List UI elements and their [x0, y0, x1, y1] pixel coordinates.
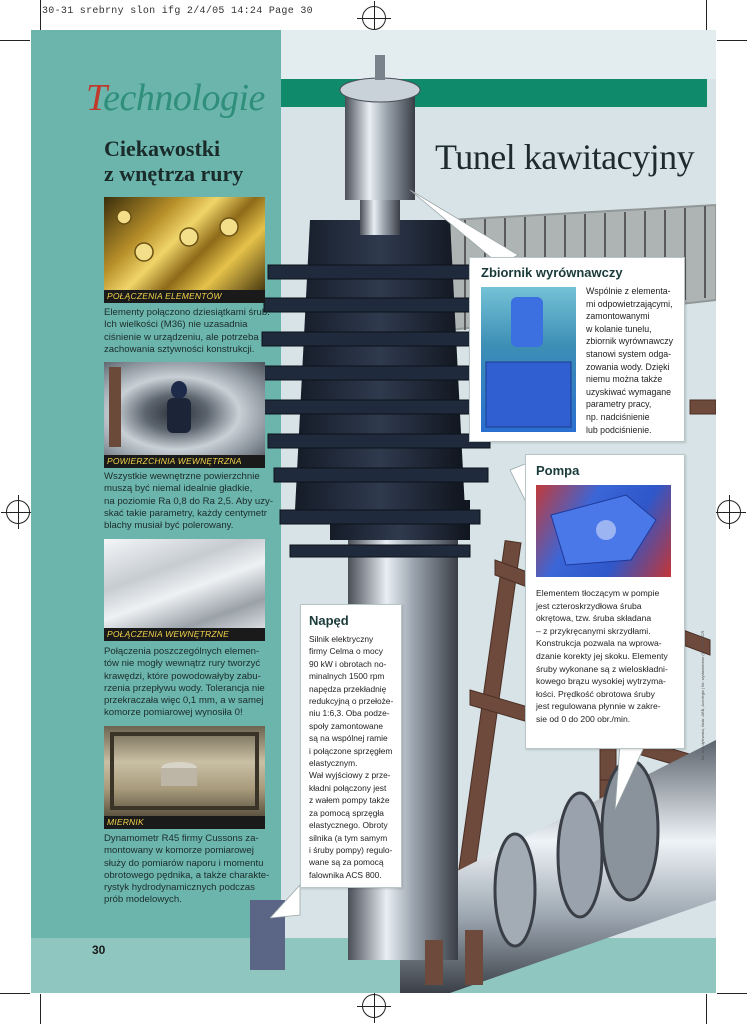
callout-line: mi odpowietrzającymi,: [586, 298, 673, 309]
callout-line: sie od 0 do 200 obr./min.: [536, 713, 631, 724]
callout-line: zowania wody. Dzięki: [586, 361, 670, 372]
caption-text: [104, 471, 274, 532]
callout-line: śruby wykonane są z wieloskładni-: [536, 663, 668, 674]
registration-mark: [717, 500, 741, 524]
callout-line: lub podciśnienie.: [586, 424, 652, 435]
caption-line: komorze pomiarowej wynosiła 0!: [104, 707, 243, 719]
caption-line: Połączenia poszczególnych elemen-: [104, 646, 260, 657]
callout-line: Elementem tłoczącym w pompie: [536, 588, 660, 598]
inner-surface-photo: [104, 362, 265, 455]
caption-line: na poziomie Ra 0,8 do Ra 2,5. Aby uzy-: [104, 495, 274, 507]
callout-line: napędza przekładnię: [309, 683, 387, 694]
pump-render-detail: [536, 485, 671, 577]
callout-title: Zbiornik wyrównawczy: [481, 265, 623, 280]
caption-line: tów nie mogły wewnątrz rury tworzyć: [104, 658, 261, 670]
caption-line: obrotowego pędnika, a także charakte-: [104, 869, 270, 881]
caption-line: muszą być niemal idealnie gładkie,: [104, 483, 253, 495]
caption-line: służy do pomiarów naporu i momentu: [104, 857, 264, 869]
caption-line: Dynamometr R45 firmy Cussons za-: [104, 833, 259, 844]
bolts-photo: [104, 197, 265, 290]
callout-text: [536, 587, 681, 726]
callout-line: – z przykręcanymi skrzydłami.: [536, 625, 651, 636]
worker-silhouette: [104, 362, 265, 455]
callout-line: z wałem pompy także: [309, 795, 390, 806]
crop-mark: [706, 994, 707, 1024]
callout-line: elastycznym.: [309, 758, 358, 769]
page-number: 30: [92, 943, 106, 957]
caption-line: rystyk hydrodynamicznych podczas: [104, 882, 255, 894]
callout-line: jest regulowana płynnie w zakre-: [536, 701, 661, 712]
registration-mark: [362, 6, 386, 30]
section-title-initial: T: [86, 77, 104, 119]
sidebar-heading: [104, 136, 243, 186]
callout-line: Wspólnie z elementa-: [586, 286, 671, 296]
callout-line: zbiornik wyrównawczy: [586, 336, 674, 347]
expansion-tank-render-detail: [481, 287, 576, 432]
crop-mark: [717, 993, 747, 994]
photo-credit: for. m.a.dylewska, ilustr. ABB, Acrolegis | fot. wydawnictwo (6), tytuł: ACR: [700, 630, 705, 760]
inner-joints-photo: [104, 539, 265, 628]
caption-line: Elementy połączono dziesiątkami śrub.: [104, 307, 270, 318]
callout-line: i śruby pompy) regulo-: [309, 844, 393, 855]
callout-text: [309, 633, 404, 881]
callout-line: dzanie korekty jej skoku. Elementy: [536, 650, 668, 661]
crop-mark: [0, 40, 30, 41]
crop-mark: [0, 993, 30, 994]
callout-line: wane są za pomocą: [309, 857, 384, 868]
callout-line: kładni połączony jest: [309, 782, 387, 793]
sidebar-heading-line: Ciekawostki: [104, 136, 221, 161]
callout-line: parametry pracy,: [586, 399, 652, 410]
callout-line: za pomocą sprzęgła: [309, 807, 384, 818]
caption-line: prób modelowych.: [104, 894, 182, 906]
caption-label: MIERNIK: [104, 816, 265, 829]
caption-label: POŁĄCZENIA WEWNĘTRZNE: [104, 628, 265, 641]
callout-line: i połączone sprzęgłem: [309, 745, 393, 756]
caption-text: [104, 833, 274, 907]
registration-mark: [362, 994, 386, 1018]
expansion-tank-render: [481, 287, 576, 432]
meter-photo: [104, 726, 265, 816]
callout-line: elastycznego. Obroty: [309, 820, 388, 831]
caption-line: ciśnienie w urządzeniu, ale potrzeba: [104, 331, 259, 343]
callout-line: stanowi system odga-: [586, 348, 672, 359]
callout-line: silnika (a tym samym: [309, 832, 388, 843]
caption-line: Wszystkie wewnętrzne powierzchnie: [104, 471, 260, 482]
callout-line: społy zamontowane: [309, 720, 384, 731]
article-title: Tunel kawitacyjny: [435, 137, 695, 177]
callout-line: minalnych 1500 rpm: [309, 671, 385, 682]
caption-line: krawędzi, które powodowałyby zabu-: [104, 670, 261, 682]
caption-label: POŁĄCZENIA ELEMENTÓW: [104, 290, 265, 303]
caption-line: blachy musiał być polerowany.: [104, 520, 234, 532]
caption-line: Ich wielkości (M36) nie uzasadnia: [104, 319, 248, 331]
pump-render: [536, 485, 671, 577]
callout-drive: [300, 604, 402, 888]
callout-line: falownika ACS 800.: [309, 869, 382, 880]
callout-title: Pompa: [536, 463, 580, 478]
callout-line: niemu można także: [586, 374, 663, 385]
callout-line: okrętowa, tzw. śruba składana: [536, 613, 652, 624]
callout-line: np. nadciśnienie: [586, 411, 650, 422]
callout-line: redukcyjną o przełoże-: [309, 696, 394, 707]
caption-line: skać takie parametry, każdy centymetr: [104, 507, 267, 519]
caption-line: zachowania sztywności konstrukcji.: [104, 343, 255, 355]
callout-line: Konstrukcja pozwala na wprowa-: [536, 638, 662, 649]
section-title-rest: echnologie: [103, 77, 265, 119]
crop-mark: [40, 0, 41, 30]
callout-title: Napęd: [309, 613, 349, 628]
crop-mark: [706, 0, 707, 30]
callout-line: w kolanie tunelu,: [586, 323, 652, 334]
caption-text: [104, 307, 274, 356]
meter-photo-detail: [104, 726, 265, 816]
callout-line: Silnik elektryczny: [309, 634, 374, 644]
callout-line: zamontowanymi: [586, 311, 650, 322]
caption-label: POWIERZCHNIA WEWNĘTRZNA: [104, 455, 265, 468]
registration-mark: [6, 500, 30, 524]
callout-text: [586, 285, 681, 436]
caption-text: [104, 646, 274, 720]
caption-line: montowany w komorze pomiarowej: [104, 845, 254, 857]
callout-line: Wał wyjściowy z prze-: [309, 770, 391, 781]
sidebar-heading-line: z wnętrza rury: [104, 161, 244, 186]
callout-expansion-tank: [469, 257, 685, 442]
bolts-photo-detail: [104, 197, 265, 290]
callout-line: łości. Prędkość obrotowa śruby: [536, 688, 655, 699]
caption-line: rzenia przepływu wody. Tolerancja nie: [104, 682, 265, 694]
callout-line: firmy Celma o mocy: [309, 646, 383, 657]
callout-line: uzyskiwać wymagane: [586, 386, 672, 397]
callout-line: kowego brązu wysokiej wytrzyma-: [536, 676, 666, 687]
print-slug: 30-31 srebrny slon ifg 2/4/05 14:24 Page 30: [42, 6, 313, 17]
callout-pump: [525, 454, 685, 749]
crop-mark: [717, 40, 747, 41]
callout-line: są na wspólnej ramie: [309, 733, 388, 744]
crop-mark: [40, 994, 41, 1024]
section-title: [86, 76, 265, 120]
caption-line: przekraczała więc 0,1 mm, a w samej: [104, 695, 264, 707]
callout-line: niu 1:6,3. Oba podze-: [309, 708, 390, 719]
callout-line: 90 kW i obrotach no-: [309, 658, 387, 669]
callout-line: jest czteroskrzydłowa śruba: [536, 600, 642, 611]
